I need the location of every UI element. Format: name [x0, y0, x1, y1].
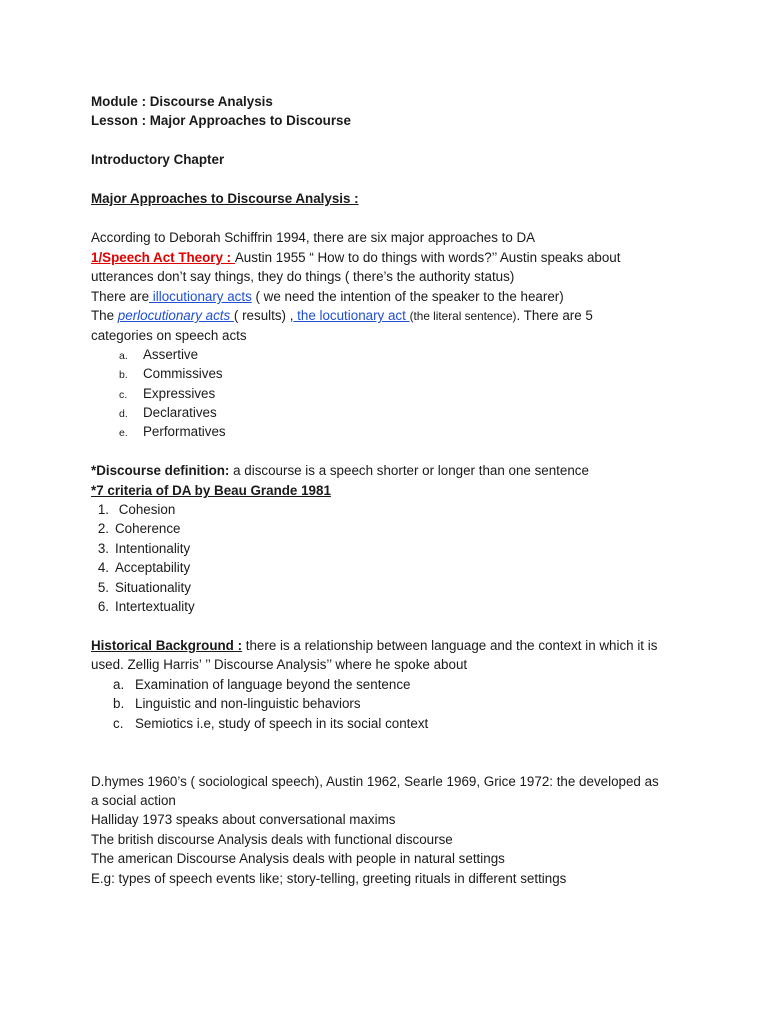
- list-item: 4. Acceptability: [97, 560, 191, 575]
- historical-label: Historical Background :: [91, 638, 243, 653]
- closing-line: a social action: [91, 793, 176, 808]
- list-item: b. Commissives: [119, 366, 223, 381]
- discourse-definition: [91, 461, 589, 480]
- speech-act-line: [91, 248, 620, 267]
- list-item: a. Assertive: [119, 347, 199, 362]
- closing-line: The british discourse Analysis deals with functional discourse: [91, 832, 453, 847]
- categories-line: categories on speech acts: [91, 328, 247, 343]
- closing-line: The american Discourse Analysis deals with people in natural settings: [91, 851, 505, 866]
- five-categories-text: . There are 5: [516, 308, 593, 323]
- literal-sentence-text: (the literal sentence): [409, 309, 517, 323]
- perlocutionary-line: [91, 306, 593, 326]
- there-are-text: There are: [91, 289, 150, 304]
- closing-line: Halliday 1973 speaks about conversational maxims: [91, 812, 396, 827]
- list-item: d. Declaratives: [119, 405, 217, 420]
- perlocutionary-link[interactable]: perlocutionary acts: [117, 308, 234, 323]
- list-item: 2. Coherence: [97, 521, 181, 536]
- criteria-title: *7 criteria of DA by Beau Grande 1981: [91, 483, 331, 498]
- list-item: 5. Situationality: [97, 580, 191, 595]
- speech-act-theory-label: 1/Speech Act Theory :: [91, 250, 235, 265]
- list-item: c. Semiotics i.e, study of speech in its social context: [113, 716, 429, 731]
- illocutionary-link[interactable]: illocutionary acts: [149, 289, 252, 304]
- list-item: c. Expressives: [119, 386, 216, 401]
- section-title: Major Approaches to Discourse Analysis :: [91, 191, 359, 206]
- module-title: Module : Discourse Analysis: [91, 94, 273, 109]
- closing-line: D.hymes 1960’s ( sociological speech), Austin 1962, Searle 1969, Grice 1972: the developed as: [91, 774, 659, 789]
- list-item: b. Linguistic and non-linguistic behaviors: [113, 696, 361, 711]
- illocutionary-line: [91, 287, 564, 306]
- lesson-title: Lesson : Major Approaches to Discourse: [91, 113, 351, 128]
- list-item: a. Examination of language beyond the sentence: [113, 677, 411, 692]
- illocutionary-rest: ( we need the intention of the speaker to the hearer): [251, 289, 564, 304]
- chapter-title: Introductory Chapter: [91, 152, 225, 167]
- definition-text: a discourse is a speech shorter or longer than one sentence: [229, 463, 589, 478]
- list-item: 6. Intertextuality: [97, 599, 195, 614]
- list-item: 3. Intentionality: [97, 541, 191, 556]
- schiffrin-line: According to Deborah Schiffrin 1994, there are six major approaches to DA: [91, 230, 536, 245]
- historical-text-1: there is a relationship between language and the context in which it is: [242, 638, 658, 653]
- definition-label: *Discourse definition:: [91, 463, 230, 478]
- speech-act-text: Austin 1955 “ How to do things with words?’’ Austin speaks about: [234, 250, 621, 265]
- locutionary-link[interactable]: the locutionary act: [293, 308, 410, 323]
- the-text: The: [91, 308, 118, 323]
- list-item: e. Performatives: [119, 424, 226, 439]
- historical-line-2: used. Zellig Harris’ ’’ Discourse Analysis’’ where he spoke about: [91, 657, 468, 672]
- closing-line: E.g: types of speech events like; story-telling, greeting rituals in different settings: [91, 871, 567, 886]
- results-text: ( results) ,: [233, 308, 294, 323]
- list-item: 1. Cohesion: [97, 502, 176, 517]
- historical-line-1: [91, 636, 657, 655]
- utterances-line: utterances don’t say things, they do things ( there’s the authority status): [91, 269, 515, 284]
